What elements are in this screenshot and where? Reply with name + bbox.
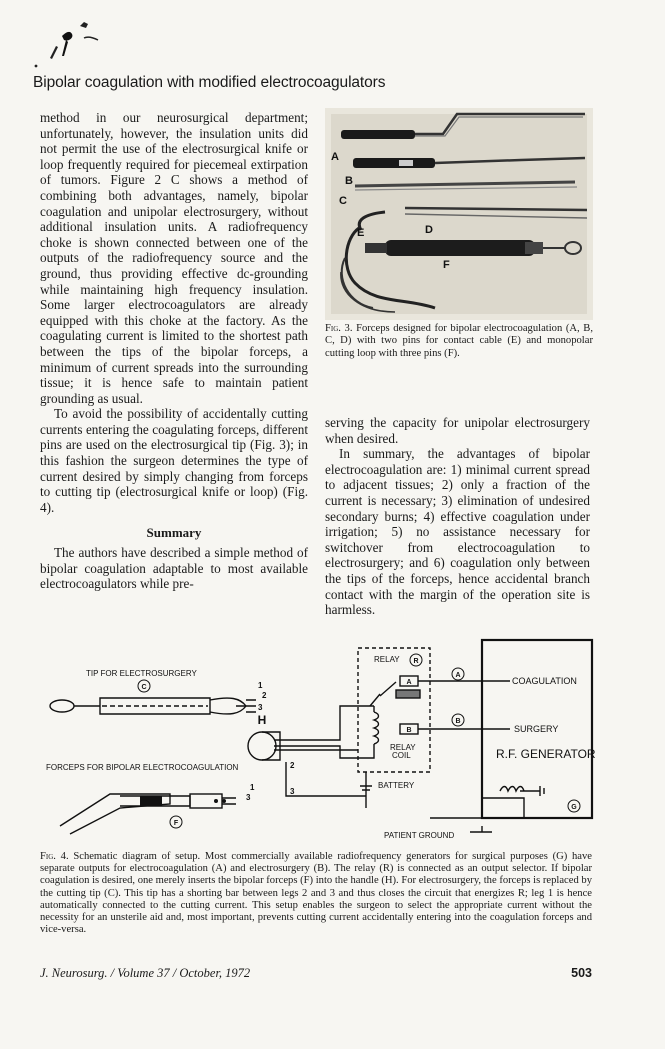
- paragraph: serving the capacity for unipolar electrosurgery when desired.: [325, 415, 590, 446]
- article-title: Bipolar coagulation with modified electrocoagulators: [33, 74, 386, 91]
- figure-4-caption: [40, 851, 592, 936]
- contact-b: B: [406, 727, 412, 734]
- figure-3-photo: [325, 108, 593, 320]
- battery-label: BATTERY: [378, 781, 415, 790]
- contact-a: A: [406, 679, 412, 686]
- letter-r: R: [413, 658, 419, 665]
- letter-f: F: [173, 820, 179, 827]
- page-footer: [40, 966, 592, 981]
- figure-4-caption-label: Fig. 4.: [40, 851, 69, 862]
- leg-number-3-right: 3: [290, 787, 295, 796]
- leg-number-2-lower: 2: [290, 761, 295, 770]
- journal-citation: J. Neurosurg. / Volume 37 / October, 1972: [40, 966, 251, 980]
- journal-logo: [28, 18, 118, 78]
- letter-b: B: [455, 718, 461, 725]
- fig3-label-a: A: [331, 151, 339, 163]
- leg-number-1-lower: 1: [250, 783, 255, 792]
- page-number: 503: [571, 966, 592, 980]
- surgery-label: SURGERY: [514, 724, 559, 734]
- fig3-label-b: B: [345, 175, 353, 187]
- letter-g: G: [571, 804, 577, 811]
- coagulation-label: COAGULATION: [512, 676, 577, 686]
- letter-h: H: [257, 713, 267, 727]
- forceps-label: FORCEPS FOR BIPOLAR ELECTROCOAGULATION: [46, 763, 239, 772]
- leg-number-1: 1: [258, 681, 263, 690]
- summary-heading: Summary: [146, 525, 202, 541]
- leg-number-3: 3: [258, 703, 263, 712]
- letter-c: C: [141, 684, 147, 691]
- letter-a: A: [455, 672, 461, 679]
- tip-label: TIP FOR ELECTROSURGERY: [86, 669, 197, 678]
- fig3-label-e: E: [357, 227, 365, 239]
- column-right: [325, 415, 590, 618]
- figure-3-caption-text: Forceps designed for bipolar electrocoagulation (A, B, C, D) with two pins for contact cable (E) and monopolar cutting loop with three pins (F).: [325, 323, 593, 359]
- fig3-label-d: D: [425, 224, 433, 236]
- fig3-label-c: C: [339, 195, 347, 207]
- relay-coil-label: RELAY: [390, 743, 416, 752]
- leg-number-3-lower: 3: [246, 793, 251, 802]
- paragraph: In summary, the advantages of bipolar electrocoagulation are: 1) minimal current spread to adjacent tissues; 2) only a fraction of the current is necessary; 3) elimination of undesired secondary burns; 4) effective coagulation under irrigation; 5) no assistance necessary for switchover from electrocoagulation to electrosurgery; and 6) coagulation only between the tips of the forceps, hence accidental branch contact with the margin of the operation site is harmless.: [325, 446, 590, 618]
- paragraph: method in our neurosurgical department; unfortunately, however, the insulation units did not permit the use of the electrosurgical knife or loop frequently required for piecemeal extirpation of tumors. Figure 2 C shows a method of combining both advantages, namely, bipolar coagulation and unipolar electrosurgery, without additional insulation units. A radiofrequency choke is shown connected between one of the outputs of the radiofrequency source and the ground, thus providing effective dc-grounding while maintaining high frequency insulation. Some larger electrocoagulators are already equipped with this choke at the factory. As the coagulating current is limited to the shortest path between the tips of the bipolar forceps, a minimum of current spreads into the surrounding tissue; it is hence safe to maintain patient grounding as usual.: [40, 110, 308, 406]
- figure-3-caption: [325, 323, 593, 360]
- leg-number-2: 2: [262, 691, 267, 700]
- paragraph: The authors have described a simple method of bipolar coagulation adaptable to most available electrocoagulators while pre-: [40, 545, 308, 592]
- column-left: [40, 110, 308, 592]
- relay-label: RELAY: [374, 655, 400, 664]
- fig3-label-f: F: [443, 259, 450, 271]
- figure-3-caption-label: Fig. 3.: [325, 323, 353, 334]
- patient-ground-label: PATIENT GROUND: [384, 831, 455, 840]
- generator-label: R.F. GENERATOR: [496, 747, 596, 761]
- paragraph: To avoid the possibility of accidentally cutting currents entering the coagulating forceps, different pins are used on the electrosurgical tip (Fig. 3); in this fashion the surgeon determines the type of current desired by simply changing from forceps to cutting tip (electrosurgical knife or loop) (Fig. 4).: [40, 406, 308, 515]
- figure-4-caption-text: Schematic diagram of setup. Most commercially available radiofrequency generators for surgical purposes (G) have separate outputs for electrocoagulation (A) and electrosurgery (B). The relay (R) is connected as an output selector. If bipolar coagulation is desired, one merely inserts the bipolar forceps (F) into the handle (H). For electrosurgery, the forceps is replaced by the cutting tip (C). This tip has a shorting bar between legs 2 and 3 and thus closes the circuit that energizes R; leg 1 is hence automatically connected to the cutting current. This setup enables the surgeon to select the appropriate current without the necessity for an unsterile aid and, most important, prevents cutting current accidentally entering into the coagulation forceps and vice-versa.: [40, 851, 592, 936]
- figure-4-schematic: [40, 636, 600, 844]
- relay-coil-label-2: COIL: [392, 751, 411, 760]
